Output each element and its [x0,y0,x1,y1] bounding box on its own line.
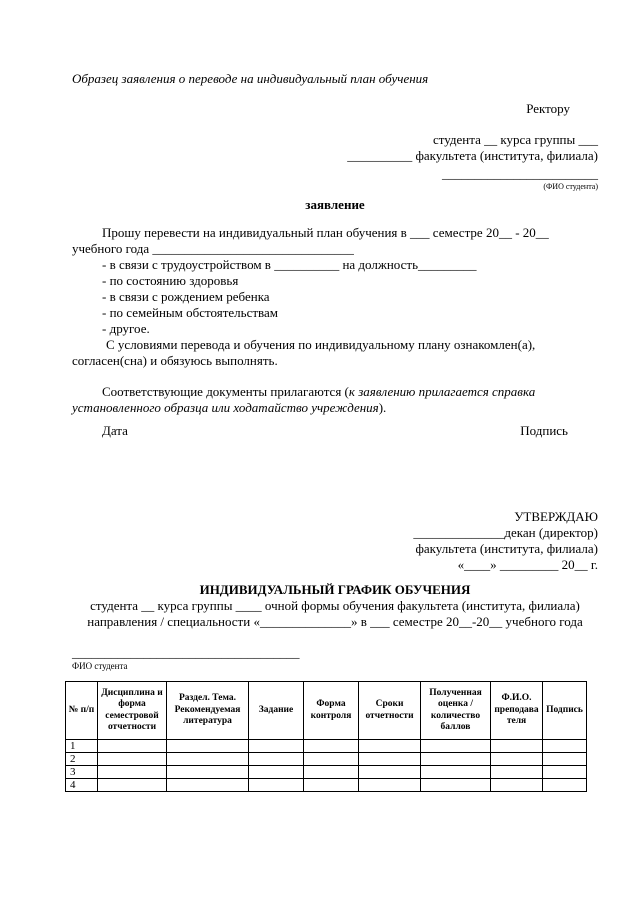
approval-line: ______________декан (директор) [413,525,598,540]
reasons-list [72,257,598,337]
schedule-name-caption: ФИО студента [72,661,128,671]
col-header-deadlines: Сроки отчетности [359,682,421,740]
empty-cell [359,779,421,792]
empty-cell [491,740,543,753]
row-number-cell: 4 [66,779,98,792]
empty-cell [421,779,491,792]
empty-cell [98,766,167,779]
agreement-paragraph: С условиями перевода и обучения по индивидуальному плану ознакомлен(а), согласен(сна) и обязуюсь выполнять. [72,337,536,368]
application-heading: заявление [305,197,365,212]
addressee-faculty-line: __________ факультета (института, филиала) [347,148,598,163]
col-header-grade: Полученная оценка / количество баллов [421,682,491,740]
reason-item: - по семейным обстоятельствам [102,305,279,320]
table-row [66,779,587,792]
addressee-fio-caption: (ФИО студента) [543,182,598,191]
empty-cell [304,740,359,753]
col-header-discipline: Дисциплина и форма семестровой отчетности [98,682,167,740]
documents-text-end: ). [378,400,387,415]
empty-cell [359,766,421,779]
approval-line: факультета (института, филиала) [415,541,598,556]
empty-cell [167,740,249,753]
col-header-section: Раздел. Тема. Рекомендуемая литература [167,682,249,740]
signature-label: Подпись [520,423,568,438]
addressee-block [72,101,598,192]
approval-block [72,509,598,573]
schedule-subtitle: студента __ курса группы ____ очной формы обучения факультета (института, филиала) направления / специальности «______________» в ___ семестре 20__-20__ учебного года [87,598,583,629]
empty-cell [98,753,167,766]
empty-cell [167,753,249,766]
col-header-number: № п/п [66,682,98,740]
reason-item: - по состоянию здоровья [102,273,239,288]
reason-item: - в связи с рождением ребенка [102,289,270,304]
empty-cell [421,753,491,766]
reason-item: - в связи с трудоустройством в __________ на должность_________ [102,257,477,272]
empty-cell [167,779,249,792]
sample-note: Образец заявления о переводе на индивидуальный план обучения [72,71,429,86]
addressee-student-line: студента __ курса группы ___ [432,132,598,147]
empty-cell [249,753,304,766]
row-number-cell: 3 [66,766,98,779]
empty-cell [491,753,543,766]
empty-cell [249,779,304,792]
empty-cell [543,779,587,792]
schedule-title: ИНДИВИДУАЛЬНЫЙ ГРАФИК ОБУЧЕНИЯ [199,582,471,597]
table-row [66,740,587,753]
empty-cell [491,766,543,779]
empty-cell [421,766,491,779]
reason-item: - другое. [102,321,150,336]
empty-cell [359,753,421,766]
col-header-task: Задание [249,682,304,740]
empty-cell [304,753,359,766]
empty-cell [304,779,359,792]
empty-cell [249,740,304,753]
approval-line: УТВЕРЖДАЮ [514,509,598,524]
empty-cell [491,779,543,792]
schedule-table [65,681,587,792]
empty-cell [543,740,587,753]
empty-cell [543,766,587,779]
date-signature-row [72,423,598,439]
schedule-name-blank: ___________________________________ [72,645,300,660]
documents-paragraph [72,384,598,416]
documents-italic-text: к заявлению прилагается справка установленного образца или ходатайство учреждения [72,384,536,415]
addressee-fio-blank: ________________________ [442,166,598,181]
row-number-cell: 2 [66,753,98,766]
documents-text: Соответствующие документы прилагаются ( [102,384,349,399]
request-paragraph: Прошу перевести на индивидуальный план обучения в ___ семестре 20__ - 20__ учебного года _______________________________ [72,225,549,256]
empty-cell [249,766,304,779]
empty-cell [304,766,359,779]
col-header-signature: Подпись [543,682,587,740]
table-header-row [66,682,587,740]
empty-cell [98,779,167,792]
addressee-recipient: Ректору [526,101,570,116]
approval-line: «____» _________ 20__ г. [457,557,598,572]
table-row [66,753,587,766]
date-label: Дата [102,423,128,438]
row-number-cell: 1 [66,740,98,753]
empty-cell [543,753,587,766]
empty-cell [359,740,421,753]
empty-cell [167,766,249,779]
col-header-control-form: Форма контроля [304,682,359,740]
table-row [66,766,587,779]
col-header-teacher: Ф.И.О. преподавателя [491,682,543,740]
empty-cell [98,740,167,753]
empty-cell [421,740,491,753]
